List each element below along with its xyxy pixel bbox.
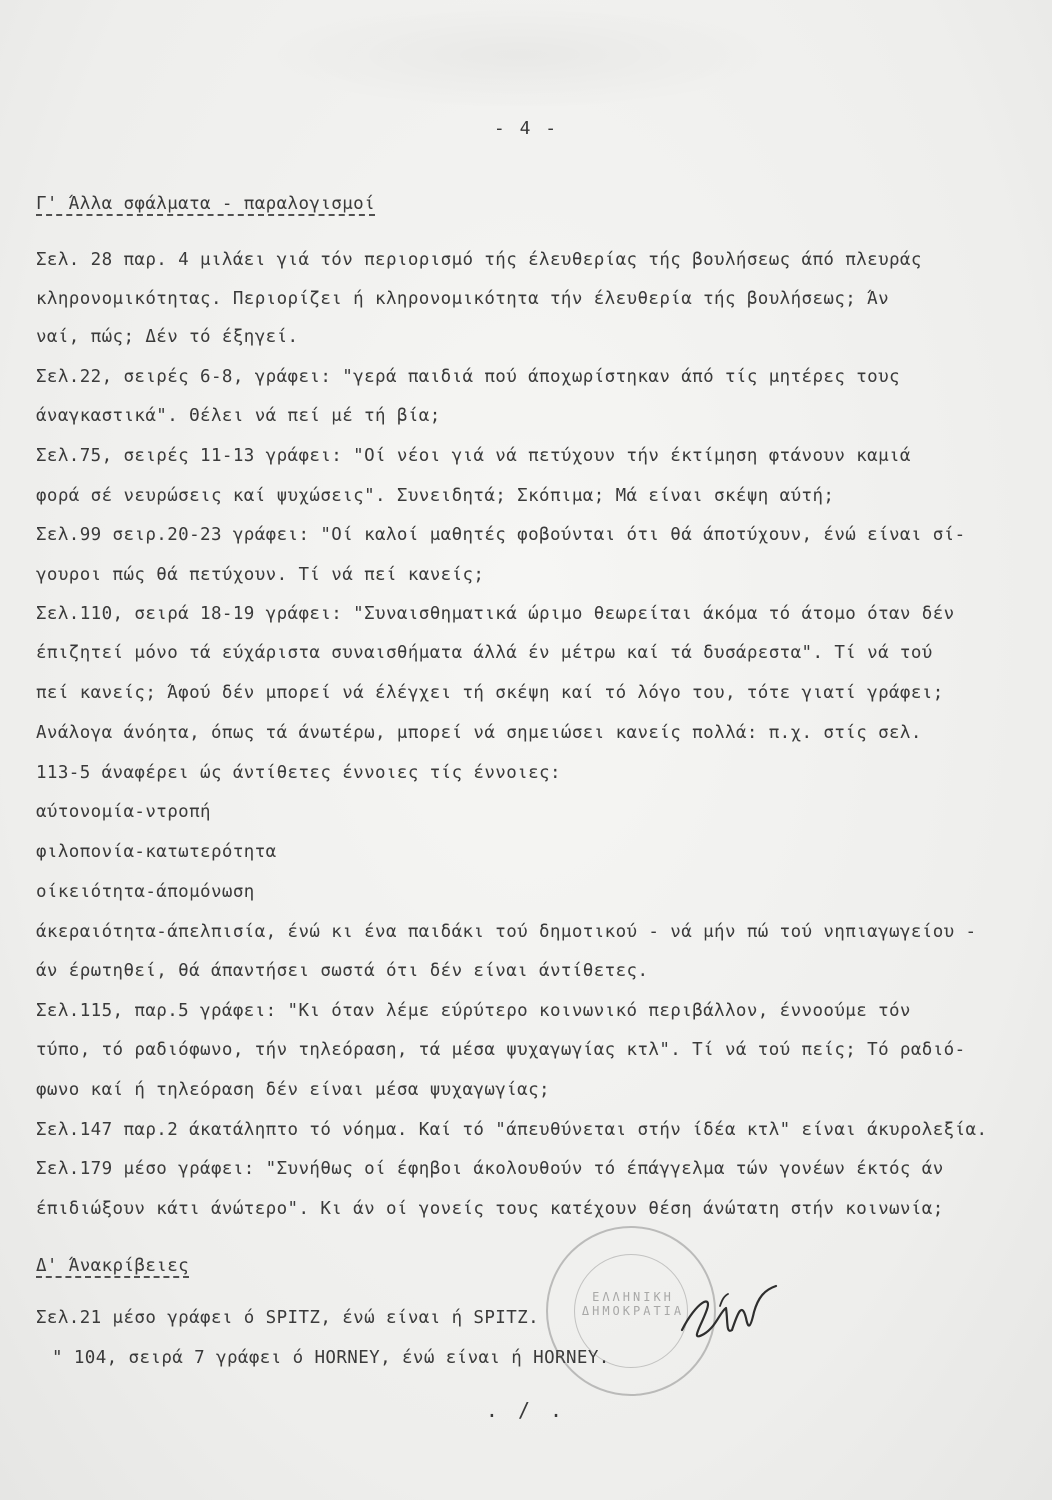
text-line: Σελ.115, παρ.5 γράφει: "Κι όταν λέμε εύρύτερο κοινωνικό περιβάλλον, έννοούμε τόν	[36, 1001, 911, 1021]
text-line: αύτονομία-ντροπή	[36, 802, 211, 822]
text-line: Ανάλογα άνόητα, όπως τά άνωτέρω, μπορεί νά σημειώσει κανείς πολλά: π.χ. στίς σελ.	[36, 723, 922, 743]
bleed-through-shadow	[260, 0, 780, 110]
stamp-text: ΕΛΛΗΝΙΚΗ ΔΗΜΟΚΡΑΤΙΑ	[581, 1290, 685, 1318]
page-number: - 4 -	[493, 118, 559, 139]
text-line: Σελ.21 μέσο γράφει ό SPITZ, ένώ είναι ή SPITZ.	[36, 1308, 540, 1328]
text-line: κληρονομικότητας. Περιορίζει ή κληρονομικότητα τήν έλευθερία τής βουλήσεως; Άν	[36, 289, 889, 309]
text-line: τύπο, τό ραδιόφωνο, τήν τηλεόραση, τά μέσα ψυχαγωγίας κτλ". Τί νά τού πείς; Τό ραδιό-	[36, 1040, 966, 1060]
text-line: φορά σέ νευρώσεις καί ψυχώσεις". Συνειδητά; Σκόπιμα; Μά είναι σκέψη αύτή;	[36, 486, 835, 506]
text-line: άν έρωτηθεί, θά άπαντήσει σωστά ότι δέν είναι άντίθετες.	[36, 961, 649, 981]
text-line: πεί κανείς; Άφού δέν μπορεί νά έλέγχει τή σκέψη καί τό λόγο του, τότε γιατί γράφει;	[36, 683, 944, 703]
text-line: Σελ.110, σειρά 18-19 γράφει: "Συναισθηματικά ώριμο θεωρείται άκόμα τό άτομο όταν δέν	[36, 604, 955, 624]
handwritten-signature	[676, 1272, 786, 1352]
text-line: 113-5 άναφέρει ώς άντίθετες έννοιες τίς έννοιες:	[36, 763, 561, 783]
text-line: έπιδιώξουν κάτι άνώτερο". Κι άν οί γονείς τους κατέχουν θέση άνώτατη στήν κοινωνία;	[36, 1199, 944, 1219]
text-line: φωνο καί ή τηλεόραση δέν είναι μέσα ψυχαγωγίας;	[36, 1080, 550, 1100]
text-line: Σελ.99 σειρ.20-23 γράφει: "Οί καλοί μαθητές φοβούνται ότι θά άποτύχουν, ένώ είναι σί-	[36, 525, 966, 545]
text-line: " 104, σειρά 7 γράφει ό HORNEY, ένώ είναι ή HORNEY.	[52, 1348, 610, 1368]
text-line: Σελ.22, σειρές 6-8, γράφει: "γερά παιδιά πού άποχωρίστηκαν άπό τίς μητέρες τους	[36, 367, 900, 387]
text-line: ναί, πώς; Δέν τό έξηγεί.	[36, 327, 299, 347]
text-line: οίκειότητα-άπομόνωση	[36, 882, 255, 902]
text-line: έπιζητεί μόνο τά εύχάριστα συναισθήματα άλλά έν μέτρω καί τά δυσάρεστα". Τί νά τού	[36, 643, 933, 663]
text-line: γουροι πώς θά πετύχουν. Τί νά πεί κανείς;	[36, 565, 485, 585]
text-line: Σελ.179 μέσο γράφει: "Συνήθως οί έφηβοι άκολουθούν τό έπάγγελμα τών γονέων έκτός άν	[36, 1159, 944, 1179]
section-heading-delta: Δ' Άνακρίβειες	[36, 1256, 190, 1276]
text-line: Σελ.147 παρ.2 άκατάληπτο τό νόημα. Καί τό "άπευθύνεται στήν ίδέα κτλ" είναι άκυρολεξία.	[36, 1120, 988, 1140]
text-line: άναγκαστικά". Θέλει νά πεί μέ τή βία;	[36, 406, 441, 426]
continuation-mark: . / .	[485, 1398, 567, 1422]
text-line: άκεραιότητα-άπελπισία, ένώ κι ένα παιδάκι τού δημοτικού - νά μήν πώ τού νηπιαγωγείου -	[36, 922, 977, 942]
text-line: Σελ.75, σειρές 11-13 γράφει: "Οί νέοι γιά νά πετύχουν τήν έκτίμηση φτάνουν καμιά	[36, 446, 911, 466]
text-line: Σελ. 28 παρ. 4 μιλάει γιά τόν περιορισμό τής έλευθερίας τής βουλήσεως άπό πλευράς	[36, 250, 922, 270]
section-heading-gamma: Γ' Άλλα σφάλματα - παραλογισμοί	[36, 194, 376, 214]
text-line: φιλοπονία-κατωτερότητα	[36, 842, 277, 862]
